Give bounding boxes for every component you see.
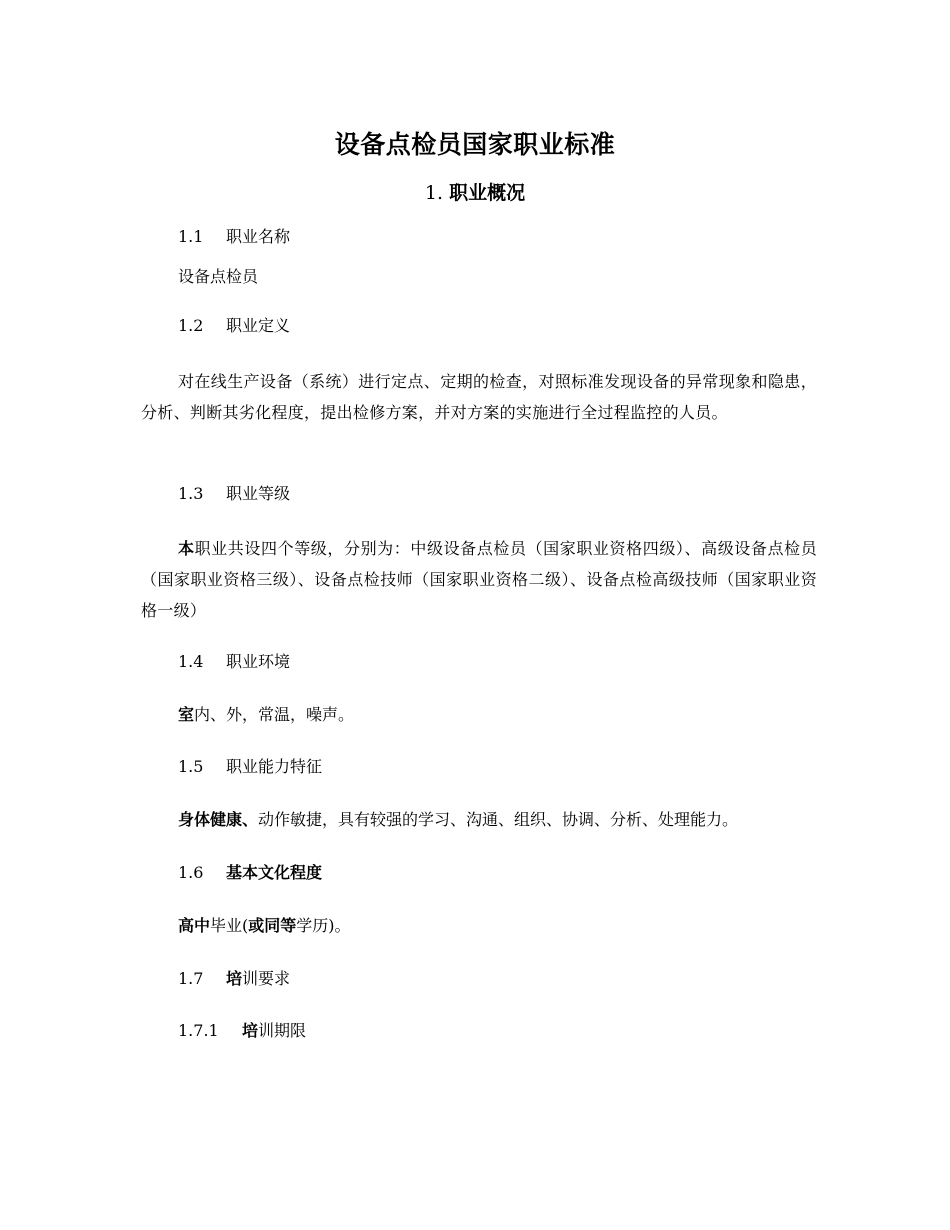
section-content-1-1: 设备点检员 <box>178 267 259 286</box>
section-title-rest: 训期限 <box>258 1021 307 1040</box>
section-heading-1-5 <box>178 755 322 779</box>
section-title: 职业定义 <box>226 316 291 335</box>
section-heading-1-6 <box>178 861 322 885</box>
section-number: 1.7.1 <box>178 1021 219 1040</box>
section-title: 职业能力特征 <box>226 757 323 776</box>
content-part: 毕业( <box>210 916 249 935</box>
section-content-1-6 <box>178 914 351 938</box>
content-part: 或同等 <box>248 916 297 935</box>
section-content-1-3 <box>141 533 817 626</box>
chapter-heading <box>0 180 950 206</box>
section-content-1-2: 对在线生产设备（系统）进行定点、定期的检查，对照标准发现设备的异常现象和隐患，分析、判断其劣化程度，提出检修方案，并对方案的实施进行全过程监控的人员。 <box>141 372 817 422</box>
section-heading-1-1 <box>178 225 290 249</box>
section-title: 职业名称 <box>226 227 291 246</box>
document-title: 设备点检员国家职业标准 <box>334 130 616 159</box>
section-title: 职业等级 <box>226 484 291 503</box>
section-title: 基本文化程度 <box>226 863 323 882</box>
section-heading-1-2 <box>178 314 290 338</box>
chapter-title: 职业概况 <box>449 182 526 204</box>
section-heading-1-7 <box>178 967 290 991</box>
section-number: 1.4 <box>178 652 204 671</box>
section-content-1-5 <box>178 808 738 832</box>
content-rest: 动作敏捷，具有较强的学习、沟通、组织、协调、分析、处理能力。 <box>258 810 739 829</box>
chapter-number: 1. <box>424 182 444 204</box>
section-heading-1-4 <box>178 650 290 674</box>
content-part: 高中 <box>178 916 211 935</box>
section-title-rest: 训要求 <box>242 969 291 988</box>
content-lead: 室 <box>178 705 195 724</box>
content-rest: 内、外，常温，噪声。 <box>194 705 355 724</box>
section-number: 1.1 <box>178 227 204 246</box>
section-title-lead: 培 <box>226 969 243 988</box>
section-number: 1.3 <box>178 484 204 503</box>
content-lead: 身体健康、 <box>178 810 259 829</box>
section-title: 职业环境 <box>226 652 291 671</box>
section-heading-1-7-1 <box>178 1019 306 1043</box>
section-content-1-4 <box>178 703 354 727</box>
section-number: 1.6 <box>178 863 204 882</box>
section-number: 1.7 <box>178 969 204 988</box>
content-rest: 职业共设四个等级，分别为：中级设备点检员（国家职业资格四级）、高级设备点检员（国家职业资格三级）、设备点检技师（国家职业资格二级）、设备点检高级技师（国家职业资格一级） <box>141 539 817 620</box>
section-number: 1.2 <box>178 316 204 335</box>
content-lead: 本 <box>178 539 195 558</box>
section-heading-1-3 <box>178 482 290 506</box>
section-title-lead: 培 <box>242 1021 259 1040</box>
content-part: 学历)。 <box>296 916 351 935</box>
section-number: 1.5 <box>178 757 204 776</box>
